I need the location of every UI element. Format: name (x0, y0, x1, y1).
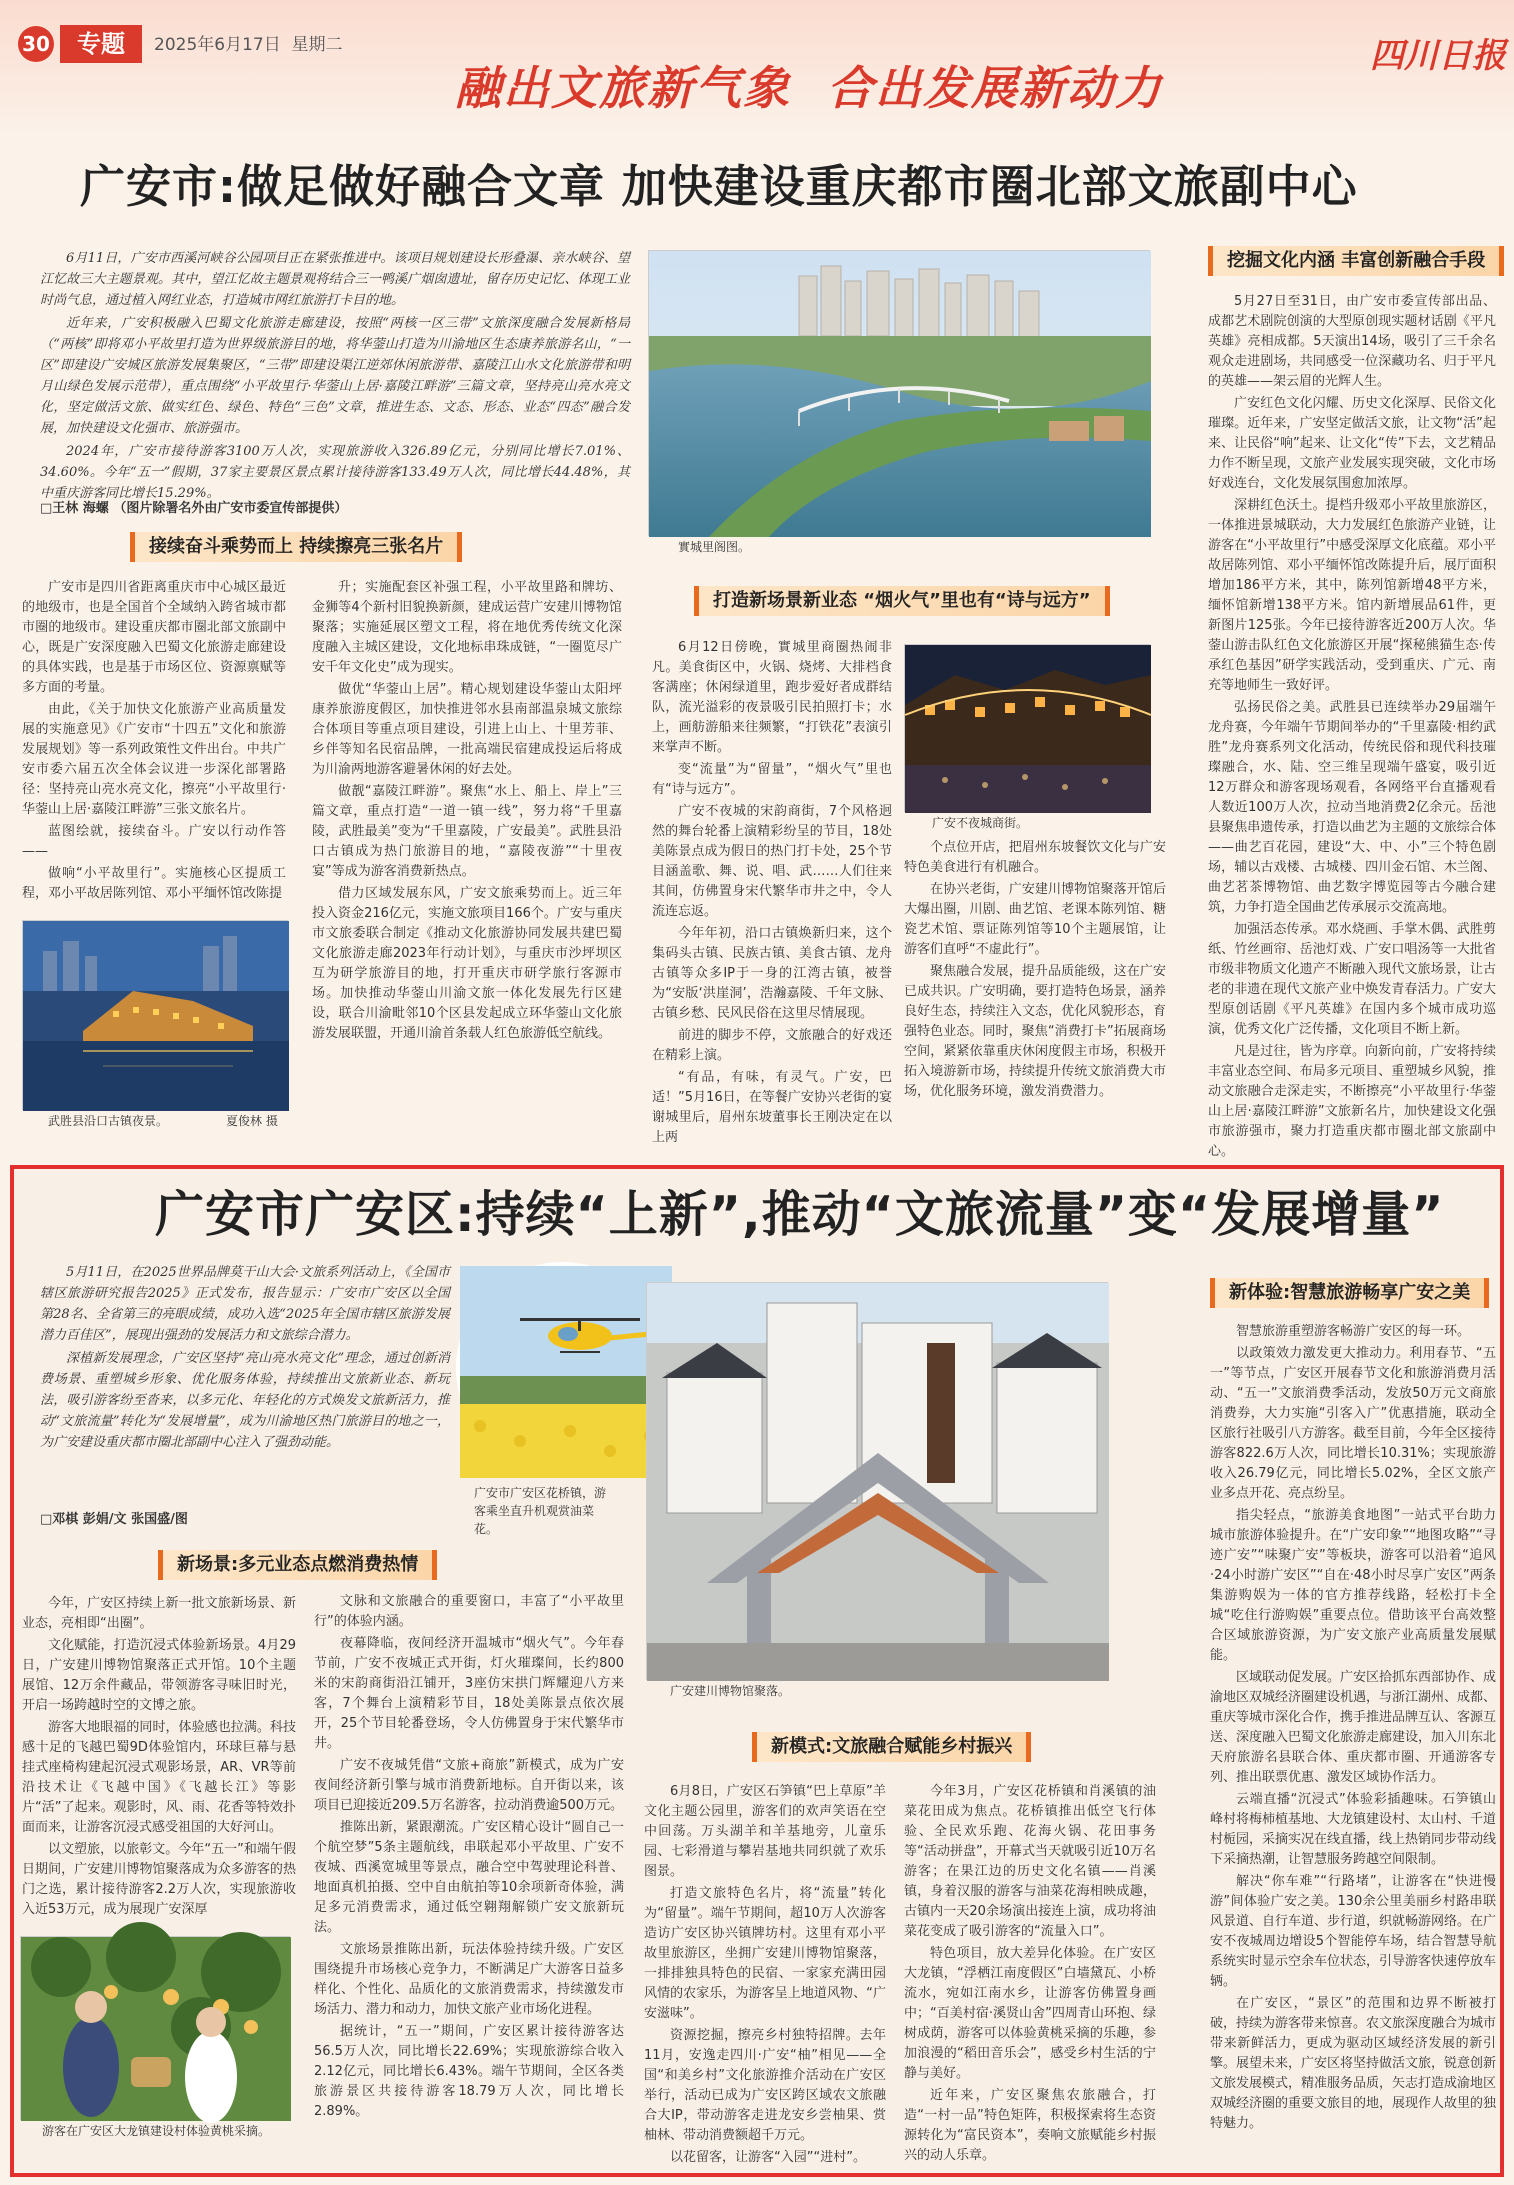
top-section-3-paragraph: 弘扬民俗之美。武胜县已连续举办29届端午龙舟赛，今年端午节期间举办的“千里嘉陵·相约武胜”龙舟赛系列文化活动，传统民俗和现代科技璀璨融合，水、陆、空三维呈现端午盛宴，吸引近12万群众和游客现场观看，各网络平台直播观看人数近100万人次，拉动当地消费2亿余元。岳池县聚焦串遗传承，打造以曲艺为主题的文旅综合体——曲艺百花园，建设“大、中、小”三个特色剧场，辅以古戏楼、古城楼、四川金石馆、木兰阁、曲艺茗茶博物馆、曲艺数字博览园等古今融合建筑，力争打造全国曲艺传承展示交流高地。 (1208, 700, 1496, 915)
top-subhead-3: 挖掘文化内涵 丰富创新融合手段 (1208, 246, 1504, 276)
bottom-section-2-col-a (644, 1782, 886, 2167)
date-line (154, 30, 343, 55)
bottom-section-1-col-a (22, 1594, 296, 1928)
top-section-1-paragraph: 做靓“嘉陵江畔游”。聚焦“水上、船上、岸上”三篇文章，重点打造“一道一镇一线”，努力将“千里嘉陵，武胜最美”变为“千里嘉陵，广安最美”。武胜县沿口古镇成为热门旅游目的地，“嘉陵夜游”“十里夜宴”等成为游客消费新热点。 (312, 784, 622, 879)
bottom-section-2-paragraph: 以花留客，让游客“入园”“进村”。 (670, 2150, 866, 2165)
photo-jianchuan-museum (646, 1282, 1108, 1680)
bottom-section-2-paragraph: 打造文旅特色名片，将“流量”转化为“留量”。端午节期间，超10万人次游客造访广安区协兴镇牌坊村。这里有邓小平故里旅游区，坐拥广安建川博物馆聚落，一排排独具特色的民宿、一家家充满田园风情的农家乐，为游客呈上地道风物、“广安滋味”。 (644, 1886, 886, 2021)
bottom-section-3-paragraph: 解决“你车难”“行路堵”，让游客在“快进慢游”间体验广安之美。130余公里美丽乡村路串联风景道、自行车道、步行道，织就畅游网络。在广安不夜城周边增设5个智能停车场，结合智慧导航系统实时显示空余车位状态，引导游客快速停放车辆。 (1210, 1874, 1497, 1989)
bottom-section-1-paragraph: 以文塑旅，以旅彰文。今年“五一”和端午假日期间，广安建川博物馆聚落成为众多游客的热门之选，累计接待游客2.2万人次，实现旅游收入近53万元，成为展现广安深厚 (22, 1842, 296, 1917)
top-section-1-col-b (312, 578, 622, 1134)
bottom-section-3-paragraph: 指尖轻点，“旅游美食地图”一站式平台助力城市旅游体验提升。在“广安印象”“地图攻略”“寻迹广安”“味聚广安”等板块，游客可以沿着“追风·24小时游广安区”“自在·48小时尽享广安区”两条集游购娱为一体的官方推荐线路，轻松打卡全城“吃住行游购娱”重要点位。借助该平台高效整合区域旅游资源，为广安文旅产业高质量发展赋能。 (1210, 1508, 1496, 1663)
bottom-lead (40, 1262, 450, 1502)
bottom-section-1-paragraph: 夜幕降临，夜间经济开温城市“烟火气”。今年春节前，广安不夜城正式开街，灯火璀璨间，长约800米的宋韵商街沿江铺开，3座仿宋拱门辉耀迎八方来客，7个舞台上演精彩节目，18处美陈景点依次展开，25个节目轮番登场，令人仿佛置身于宋代繁华市井。 (314, 1636, 624, 1751)
top-lead (40, 248, 630, 501)
photo-city-caption: 實城里阁图。 (678, 540, 751, 554)
masthead (0, 0, 1514, 140)
bottom-section-1-paragraph: 推陈出新，紧跟潮流。广安区精心设计“圆自己一个航空梦”5条主题航线，串联起邓小平故里、广安不夜城、西溪宽城里等景点，融合空中驾驶理论科普、地面真机拍摄、空中自由航拍等10余项新奇体验，满足多元消费需求，通过低空翱翔解锁广安文旅新玩法。 (314, 1820, 624, 1935)
weekday: 星期二 (291, 35, 343, 55)
photo-peach-caption: 游客在广安区大龙镇建设村体验黄桃采摘。 (42, 2124, 271, 2138)
top-section-3 (1208, 292, 1496, 1159)
top-section-2-paragraph: 今年年初，沿口古镇焕新归来，这个集码头古镇、民族古镇、美食古镇、龙舟古镇等众多IP于一身的江湾古镇，被誉为“安版‘洪崖洞’，浩瀚嘉陵、千年文脉、古镇乡愁、民风民俗在这里尽情展现。 (652, 926, 892, 1021)
bottom-section-1-paragraph: 游客大地眼福的同时，体验感也拉满。科技感十足的飞越巴蜀9D体验馆内，环球巨幕与悬挂式座椅构建起沉浸式观影场景，AR、VR等前沿技术让《飞越中国》《飞越长江》等影片“活”了起来。观影时，风、雨、花香等特效扑面而来，让游客沉浸式感受祖国的大好河山。 (22, 1720, 296, 1835)
bottom-subhead-2: 新模式:文旅融合赋能乡村振兴 (752, 1732, 1031, 1762)
top-section-3-paragraph: 深耕红色沃土。提档升级邓小平故里旅游区，一体推进景城联动，大力发展红色旅游产业链，让游客在“小平故里行”中感受深厚文化底蕴。邓小平故居陈列馆、邓小平缅怀馆改陈提升后，展厅面积增加186平方米，其中，陈列馆新增48平方米，缅怀馆新增138平方米。馆内新增展品61件，更新图片125张。今年已接待游客近200万人次。华蓥山游击队红色文化旅游区开展“探秘熊猫生态·传承红色基因”研学实践活动，受到重庆、广元、南充等地师生一致好评。 (1208, 498, 1496, 693)
slogan (455, 52, 1163, 118)
top-subhead-1: 接续奋斗乘势而上 持续擦亮三张名片 (130, 532, 462, 562)
photo-yankou-credit: 夏俊林 摄 (226, 1114, 278, 1128)
top-section-2-paragraph: 变“流量”为“留量”，“烟火气”里也有“诗与远方”。 (652, 762, 892, 797)
top-section-2-paragraph: “有品，有味，有灵气。广安，巴适！”5月16日，在等餐广安协兴老街的宴谢城里后，眉州东坡董事长王刚决定在以上两 (652, 1070, 892, 1145)
photo-yankou-caption: 武胜县沿口古镇夜景。 (48, 1114, 169, 1128)
bottom-section-3-paragraph: 以政策效力激发更大推动力。利用春节、“五一”等节点，广安区开展春节文化和旅游消费月活动、“五一”文旅消费季活动，发放50万元文商旅消费券，大力实施“引客入广”优惠措施，联动全区旅行社吸引八方游客。截至目前，今年全区接待游客822.6万人次，同比增长10.31%；实现旅游收入26.79亿元，同比增长5.02%，全区文旅产业多点开花、亮点纷呈。 (1210, 1346, 1497, 1501)
top-section-1-paragraph: 升；实施配套区补强工程，小平故里路和牌坊、金狮等4个新村旧貌换新颜，建成运营广安建川博物馆聚落；实施延展区塑文工程，将在地优秀传统文化深度融入主城区建设，文化地标串珠成链，“一圈览尽广安千年文化史”成为现实。 (312, 580, 622, 675)
photo-peach-picking (20, 1936, 290, 2120)
top-lead-paragraph: 近年来，广安积极融入巴蜀文化旅游走廊建设，按照“两核一区三带”文旅深度融合发展新格局（“两核”即将邓小平故里打造为世界级旅游目的地，将华蓥山打造为川渝地区生态康养旅游名山，“一区”即建设广安城区旅游发展集聚区，“三带”即建设渠江逆郊休闲旅游带、嘉陵江山水文化旅游带和明月山绿色发展示范带），重点围绕“小平故里行·华蓥山上居·嘉陵江畔游”三篇文章，坚持亮山亮水亮文化，坚定做活文旅、做实红色、绿色、特色“三色”文章，推进生态、文态、形态、业态“四态”融合发展，加快建设文化强市、旅游强市。 (40, 316, 630, 436)
section-tag: 专题 (60, 25, 142, 63)
photo-city-aerial (648, 250, 1150, 536)
top-section-1-paragraph: 做响“小平故里行”。实施核心区提质工程，邓小平故居陈列馆、邓小平缅怀馆改陈提 (22, 866, 286, 901)
top-section-2-paragraph: 前进的脚步不停，文旅融合的好戏还在精彩上演。 (652, 1028, 892, 1063)
bottom-headline: 广安市广安区:持续“上新”,推动“文旅流量”变“发展增量” (155, 1186, 1445, 1243)
photo-helicopter-caption: 广安市广安区花桥镇，游客乘坐直升机观赏油菜花。 (474, 1486, 607, 1536)
date: 2025年6月17日 (154, 35, 281, 55)
top-byline: □王林 海螺 （图片除署名外由广安市委宣传部提供） (40, 501, 348, 516)
bottom-section-2-paragraph: 资源挖掘，擦亮乡村独特招牌。去年11月，安逸走四川·广安“柚”相见——全国“和美乡村”文化旅游推介活动在广安区举行，活动已成为广安区跨区域农文旅融合大IP，带动游客走进龙安乡尝柚果、赏柚林、带动消费额超千万元。 (644, 2028, 886, 2143)
top-section-1-paragraph: 做优“华蓥山上居”。精心规划建设华蓥山太阳坪康养旅游度假区，加快推进邻水县南部温泉城文旅综合体项目等重点项目建设，引进上山上、十里芳菲、乡伴等知名民宿品牌，一批高端民宿建成投运后将成为川渝两地游客避暑休闲的好去处。 (312, 682, 622, 777)
top-section-2-col-b (904, 838, 1166, 1138)
top-section-1-paragraph: 蓝图绘就，接续奋斗。广安以行动作答—— (22, 824, 286, 859)
bottom-section-3-paragraph: 云端直播“沉浸式”体验彩插趣味。石笋镇山峰村将梅柿植基地、大龙镇建设村、太山村、千道村栀园，采摘实况在线直播，线上热销同步带动线下采摘热潮，让智慧服务跨越空间限制。 (1210, 1792, 1497, 1867)
bottom-section-1-paragraph: 据统计，“五一”期间，广安区累计接待游客达56.5万人次，同比增长22.69%；实现旅游综合收入2.12亿元，同比增长6.43%。端午节期间，全区各类旅游景区共接待游客18.79万人次，同比增长2.89%。 (314, 2024, 624, 2119)
bottom-section-3 (1210, 1322, 1496, 2167)
bottom-section-2-col-b (904, 1782, 1156, 2167)
photo-night-city-caption: 广安不夜城商街。 (932, 816, 1029, 830)
top-lead-paragraph: 2024年，广安市接待游客3100万人次，实现旅游收入326.89亿元，分别同比增长7.01%、34.60%。今年“五一”假期，37家主要景区景点累计接待游客133.49万人次，同比增长44.48%，其中重庆游客同比增长15.29%。 (40, 444, 630, 501)
top-section-2-paragraph: 聚焦融合发展，提升品质能级，这在广安已成共识。广安明确，要打造特色场景，涵养良好生态，持续注入文态，优化风貌形态，育强特色业态。同时，聚焦“消费打卡”拓展商场空间，紧紧依靠重庆休闲度假主市场，积极开拓入境游新市场，持续提升传统文旅消费大市场，优化服务环境，激发消费潜力。 (904, 964, 1166, 1099)
bottom-lead-paragraph: 深植新发展理念，广安区坚持“亮山亮水亮文化”理念，通过创新消费场景、重塑城乡形象、优化服务体验，持续推出文旅新业态、新玩法，吸引游客纷至沓来，以多元化、年轻化的方式焕发文旅新活力，推动“文旅流量”转化为“发展增量”，成为川渝地区热门旅游目的地之一，为广安建设重庆都市圈北部副中心注入了强劲动能。 (40, 1351, 450, 1450)
bottom-section-2-paragraph: 今年3月，广安区花桥镇和肖溪镇的油菜花田成为焦点。花桥镇推出低空飞行体验、全民欢乐跑、花海火锅、花田事务等“活动拼盘”，开幕式当天就吸引近10万名游客；在果江边的历史文化名镇——肖溪镇，身着汉服的游客与油菜花海相映成趣，古镇内一天20余场演出接连上演，成功将油菜花变成了吸引游客的“流量入口”。 (904, 1784, 1156, 1939)
bottom-lead-paragraph: 5月11日，在2025世界品牌莫干山大会·文旅系列活动上，《全国市辖区旅游研究报告2025》正式发布，报告显示：广安市广安区以全国第28名、全省第三的亮眼成绩，成功入选“2025年全国市辖区旅游发展潜力百佳区”，展现出强劲的发展活力和文旅综合潜力。 (40, 1265, 450, 1343)
top-lead-paragraph: 6月11日，广安市西溪河峡谷公园项目正在紧张推进中。该项目规划建设长形叠瀑、亲水峡谷、望江忆故三大主题景观。其中，望江忆故主题景观将结合三一鸭溪广烟囱遗址，留存历史记忆、体现工业时尚气息，通过植入网红业态，打造城市网红旅游打卡目的地。 (40, 251, 630, 308)
photo-helicopter-rapeseed (456, 1262, 668, 1474)
bottom-section-1-paragraph: 今年，广安区持续上新一批文旅新场景、新业态，亮相即“出圈”。 (22, 1596, 296, 1631)
photo-museum-caption: 广安建川博物馆聚落。 (670, 1684, 791, 1698)
slogan-left: 融出文旅新气象 (455, 61, 791, 115)
top-subhead-2: 打造新场景新业态 “烟火气”里也有“诗与远方” (694, 586, 1110, 616)
bottom-section-2-paragraph: 近年来，广安区聚焦农旅融合，打造“一村一品”特色矩阵，积极探索将生态资源转化为“富民资本”，奏响文旅赋能乡村振兴的动人乐章。 (904, 2088, 1156, 2163)
top-section-3-paragraph: 5月27日至31日，由广安市委宣传部出品、成都艺术剧院创演的大型原创现实题材话剧《平凡英雄》亮相成都。5天演出14场，吸引了三千余名观众走进剧场，共同感受一位深藏功名、归于平凡的英雄——架云眉的光辉人生。 (1208, 294, 1496, 389)
newspaper-logo: 四川日报 (1370, 36, 1506, 76)
bottom-section-2-paragraph: 6月8日，广安区石笋镇“巴上草原”羊文化主题公园里，游客们的欢声笑语在空中回荡。万头湖羊和羊基地旁，儿童乐园、七彩滑道与攀岩基地共同织就了欢乐图景。 (644, 1784, 886, 1879)
photo-yankou-town-night (22, 920, 288, 1110)
bottom-section-3-paragraph: 在广安区，“景区”的范围和边界不断被打破，持续为游客带来惊喜。农文旅深度融合为城市带来新鲜活力，更成为驱动区域经济发展的新引擎。展望未来，广安区将坚持做活文旅，锐意创新文旅发展模式，精准服务品质，矢志打造成渝地区双城经济圈的重要文旅目的地，展现作人故里的独特魅力。 (1210, 1996, 1497, 2131)
bottom-subhead-3: 新体验:智慧旅游畅享广安之美 (1210, 1278, 1489, 1308)
slogan-right: 合出发展新动力 (827, 61, 1164, 115)
top-section-1-paragraph: 由此，《关于加快文化旅游产业高质量发展的实施意见》《广安市“十四五”文化和旅游发展规划》等一系列政策性文件出台。中共广安市委六届五次全体会议进一步深化部署路径：坚持亮山亮水亮文化，擦亮“小平故里行·华蓥山上居·嘉陵江畔游”三张文旅名片。 (22, 702, 286, 817)
photo-night-city-street (904, 644, 1150, 812)
top-section-1-paragraph: 广安市是四川省距离重庆市中心城区最近的地级市，也是全国首个全域纳入跨省城市都市圈的地级市。建设重庆都市圈北部文旅副中心，既是广安深度融入巴蜀文化旅游走廊建设的具体实践，也是基于市场区位、资源禀赋等多方面的考量。 (22, 580, 286, 695)
top-section-2-paragraph: 6月12日傍晚，實城里商圈热闹非凡。美食街区中，火锅、烧烤、大排档食客满座；休闲绿道里，跑步爱好者成群结队，流光溢彩的夜景吸引民拍照打卡；水上，画舫游船来往频繁，“打铁花”表演引来掌声不断。 (652, 640, 892, 755)
bottom-section-1-paragraph: 文旅场景推陈出新，玩法体验持续升级。广安区围绕提升市场核心竞争力，不断满足广大游客日益多样化、个性化、品质化的文旅消费需求，持续激发市场活力、潜力和动力，加快文旅产业市场化进程。 (314, 1942, 624, 2017)
bottom-section-1-paragraph: 文化赋能，打造沉浸式体验新场景。4月29日，广安建川博物馆聚落正式开馆。10个主题展馆、12万余件藏品，带领游客寻味旧时光，开启一场跨越时空的文博之旅。 (22, 1638, 296, 1713)
top-section-3-paragraph: 广安红色文化闪耀、历史文化深厚、民俗文化璀璨。近年来，广安坚定做活文旅，让文物“活”起来、让民俗“响”起来、让文化“传”下去，文艺精品力作不断呈现，文旅产业发展实现突破，文化市场好戏连台，文化发展氛围愈加浓厚。 (1208, 396, 1496, 491)
top-section-2-paragraph: 在协兴老街，广安建川博物馆聚落开馆后大爆出圈，川剧、曲艺馆、老课本陈列馆、糖瓷艺术馆、票证陈列馆等10个主题展馆，让游客们直呼“不虚此行”。 (904, 882, 1166, 957)
top-section-2-paragraph: 广安不夜城的宋韵商街，7个风格迥然的舞台轮番上演精彩纷呈的节目，18处美陈景点成为假日的热门打卡处，25个节目涵盖歌、舞、说、唱、武……人们往来其间，仿佛置身宋代繁华市井之中，令人流连忘返。 (652, 804, 892, 919)
top-section-2-col-a (652, 638, 892, 1145)
bottom-section-3-paragraph: 区域联动促发展。广安区拾抓东西部协作、成渝地区双城经济圈建设机遇，与浙江湖州、成都、重庆等城市深化合作，携手推进品牌互认、客源互送、深度融入巴蜀文化旅游走廊建设，加入川东北天府旅游名县联合体、重庆都市圈、开通游客专列、推出联票优惠、激发区域协作活力。 (1210, 1670, 1497, 1785)
bottom-section-3-paragraph: 智慧旅游重塑游客畅游广安区的每一环。 (1236, 1324, 1471, 1339)
bottom-section-1-paragraph: 广安不夜城凭借“文旅+商旅”新模式，成为广安夜间经济新引擎与城市消费新地标。自开街以来，该项目已迎接近209.5万名游客，拉动消费逾500万元。 (314, 1758, 624, 1813)
top-section-3-paragraph: 加强活态传承。邓水烧画、手掌木偶、武胜剪纸、竹丝画帘、岳池灯戏、广安口唱汤等一大批省市级非物质文化遗产不断融入现代文旅场景，让古老的非遗在现代文旅产业中焕发青春活力。广安大型原创话剧《平凡英雄》在国内多个城市成功巡演，优秀文化广泛传播，文化项目不断上新。 (1208, 922, 1496, 1037)
bottom-section-1-paragraph: 文脉和文旅融合的重要窗口，丰富了“小平故里行”的体验内涵。 (314, 1594, 624, 1629)
top-section-3-paragraph: 凡是过往，皆为序章。向新向前，广安将持续丰富业态空间、布局多元项目、重塑城乡风貌，推动文旅融合走深走实，不断擦亮“小平故里行·华蓥山上居·嘉陵江畔游”文旅新名片，加快建设文化强市旅游强市，聚力打造重庆都市圈北部文旅副中心。 (1208, 1044, 1496, 1159)
top-section-1-paragraph: 借力区域发展东风，广安文旅乘势而上。近三年投入资金216亿元，实施文旅项目166个。广安与重庆市文旅委联合制定《推动文化旅游协同发展共建巴蜀文化旅游走廊2023年行动计划》，与重庆市沙坪坝区互为研学旅游目的地，打开重庆市研学旅行客源市场。加快推动华蓥山川渝文旅一体化发展先行区建设，联合川渝毗邻10个区县发起成立环华蓥山文化旅游发展联盟，开通川渝首条载人红色旅游低空航线。 (312, 886, 622, 1041)
bottom-subhead-1: 新场景:多元业态点燃消费热情 (158, 1550, 437, 1580)
page-number-badge: 30 (18, 26, 54, 62)
top-section-1-col-a (22, 578, 286, 918)
bottom-byline: □邓棋 彭娟/文 张国盛/图 (40, 1512, 188, 1527)
top-section-2-paragraph: 个点位开店，把眉州东坡餐饮文化与广安特色美食进行有机融合。 (904, 840, 1166, 875)
bottom-section-1-col-b (314, 1592, 624, 2167)
bottom-section-2-paragraph: 特色项目，放大差异化体验。在广安区大龙镇，“浮栖江南度假区”白墙黛瓦、小桥流水，宛如江南水乡，让游客仿佛置身画中；“百美村宿·溪贤山舍”四周青山环抱、绿树成荫，游客可以体验黄桃采摘的乐趣，参加浪漫的“稻田音乐会”，感受乡村生活的宁静与美好。 (904, 1946, 1156, 2081)
top-headline: 广安市:做足做好融合文章 加快建设重庆都市圈北部文旅副中心 (80, 160, 1358, 213)
